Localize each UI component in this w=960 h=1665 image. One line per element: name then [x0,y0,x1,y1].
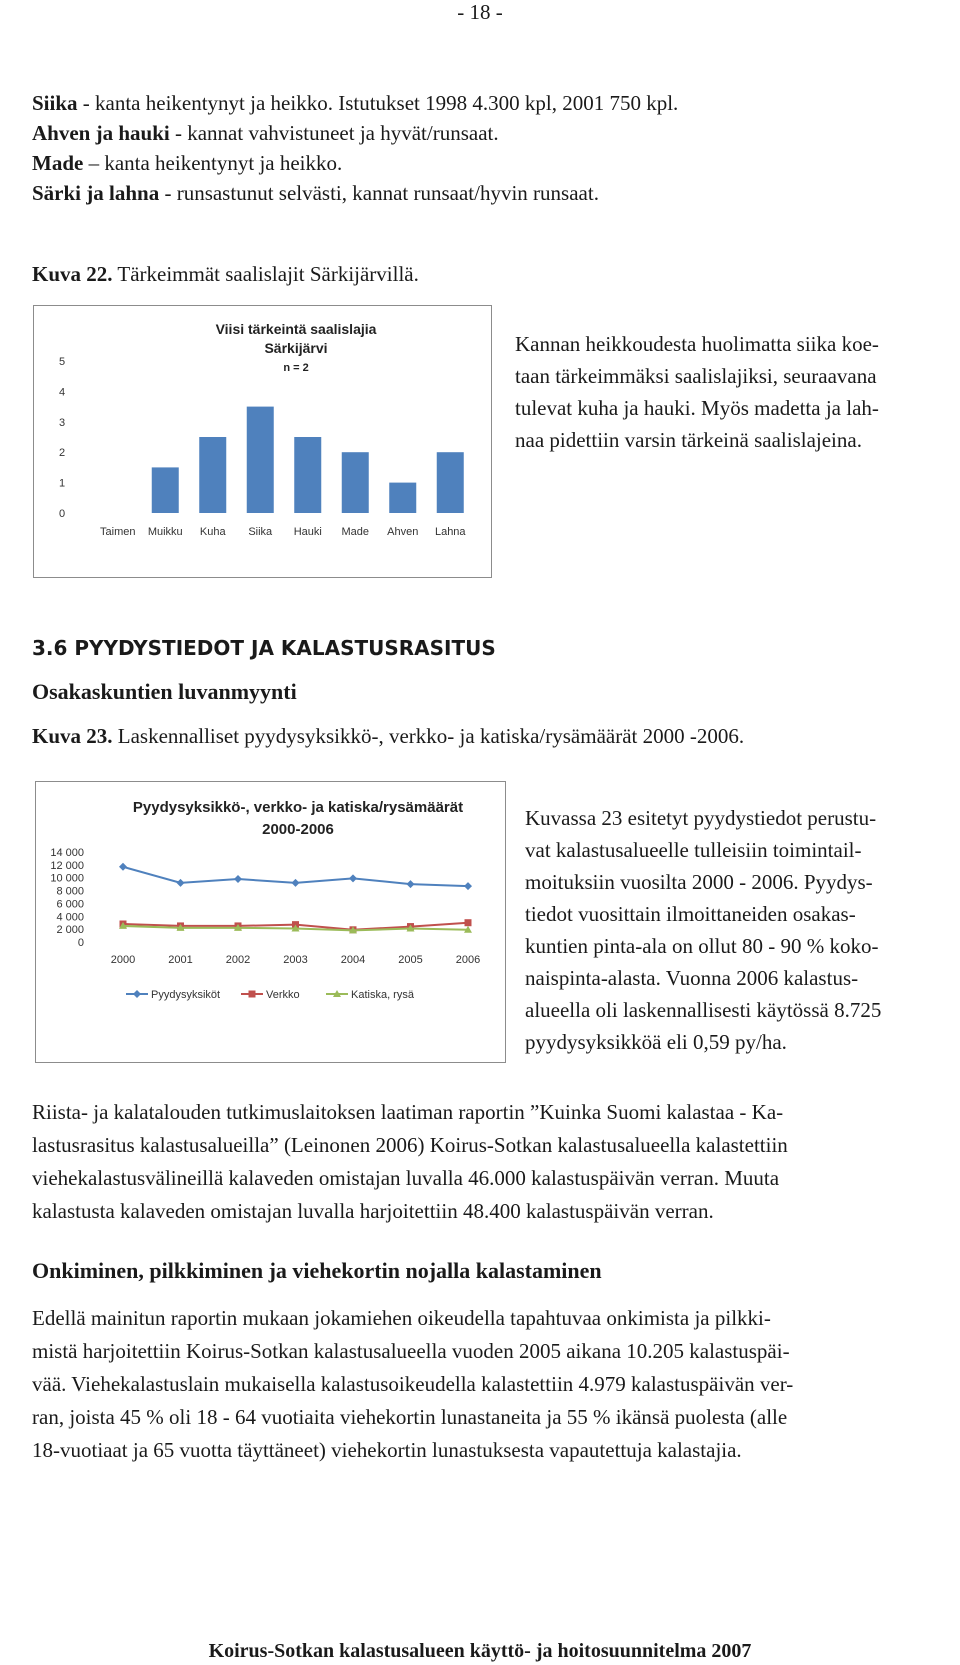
bar-kuha [199,437,226,513]
side-text-line: tiedot vuosittain ilmoittaneiden osakas- [525,902,856,926]
legend-label: Pyydysyksiköt [151,989,221,1001]
y-tick-label: 6 000 [56,898,84,911]
chart-title: Pyydysyksikkö-, verkko- ja katiska/rysämäärät [132,799,464,816]
angling-paragraph [32,1302,932,1467]
side-text-line: naispinta-alasta. Vuonna 2006 kalastus- [525,966,859,990]
fishing-pressure-paragraph [32,1096,932,1228]
status-text: - kannat vahvistuneet ja hyvät/runsaat. [169,121,499,145]
paragraph-line: mistä harjoitettiin Koirus-Sotkan kalastusalueella vuoden 2005 aikana 10.205 kalastuspäi- [32,1339,790,1363]
series-point [349,874,357,882]
status-species: Made [32,151,84,175]
y-tick-label: 4 000 [56,911,84,924]
bar-lahna [437,452,464,513]
side-text-line: alueella oli laskennallisesti käytössä 8.725 [525,998,882,1022]
status-species: Siika [32,91,78,115]
x-tick-label: 2000 [110,954,136,966]
series-point [292,879,300,887]
x-tick-label: Hauki [293,526,322,538]
paragraph-line: lastusrasitus kalastusalueilla” (Leinonen 2006) Koirus-Sotkan kalastusalueella kalastettiin [32,1133,788,1157]
status-line [32,118,932,148]
x-tick-label: 2003 [283,954,308,966]
chart-subtitle: Särkijärvi [264,340,328,356]
series-point [119,863,127,871]
page-footer: Koirus-Sotkan kalastusalueen käyttö- ja hoitosuunnitelma 2007 [208,1640,752,1662]
status-species: Särki ja lahna [32,181,160,205]
figure22-side-text [515,328,958,456]
figure23-caption [32,724,744,749]
series-point [234,875,242,883]
species-bar-chart [34,306,491,577]
side-text-line: tulevat kuha ja hauki. Myös madetta ja lah- [515,396,879,420]
paragraph-line: ran, joista 45 % oli 18 - 64 vuotiaita viehekortin lunastaneita ja 55 % ikänsä puolesta (alle [32,1405,788,1429]
paragraph-line: kalastusta kalaveden omistajan luvalla harjoitettiin 48.400 kalastuspäivän verran. [32,1199,714,1223]
chart-title: Viisi tärkeintä saalislajia [215,321,377,337]
figure23-chart-frame [35,781,506,1063]
y-tick-label: 5 [58,356,66,368]
y-tick-label: 0 [58,508,66,520]
bar-siika [247,407,274,513]
subheading-angling: Onkiminen, pilkkiminen ja viehekortin nojalla kalastaminen [32,1258,602,1283]
series-point [177,879,185,887]
x-tick-label: 2001 [168,954,193,966]
x-tick-label: Siika [248,526,273,538]
side-text-line: moituksiin vuosilta 2000 - 2006. Pyydys- [525,870,873,894]
bar-hauki [294,437,321,513]
x-tick-label: 2006 [455,954,481,966]
paragraph-line: Edellä mainitun raportin mukaan jokamiehen oikeudella tapahtuvaa onkimista ja pilkki- [32,1306,771,1330]
bar-ahven [389,483,416,513]
series-point [407,880,415,888]
x-tick-label: Kuha [199,526,226,538]
x-tick-label: 2004 [340,954,366,966]
legend-label: Katiska, rysä [351,989,414,1001]
status-species: Ahven ja hauki [32,121,170,145]
bar-muikku [152,467,179,513]
series-point [464,882,472,890]
chart-note: n = 2 [283,362,309,374]
figure22-caption [32,262,419,287]
y-tick-label: 2 000 [56,924,84,937]
y-tick-label: 10 000 [50,872,84,885]
side-text-line: kuntien pinta-ala on ollut 80 - 90 % koko- [525,934,879,958]
status-line [32,148,932,178]
paragraph-line: vää. Viehekalastuslain mukaisella kalastusoikeudella kalastettiin 4.979 kalastuspäivän ver- [32,1372,794,1396]
y-tick-label: 1 [58,477,66,490]
bar-made [342,452,369,513]
figure23-caption-text: Laskennalliset pyydysyksikkö-, verkko- ja katiska/rysämäärät 2000 -2006. [112,724,745,748]
legend-label: Verkko [266,989,300,1001]
figure22-chart-frame [33,305,492,578]
status-line [32,178,932,208]
side-text-line: pyydysyksikköä eli 0,59 py/ha. [525,1030,787,1054]
x-tick-label: Ahven [387,526,419,538]
series-point [465,919,472,926]
figure22-caption-text: Tärkeimmät saalislajit Särkijärvillä. [112,262,419,286]
y-tick-label: 8 000 [56,885,84,898]
x-tick-label: Muikku [147,526,183,538]
x-tick-label: Taimen [100,526,136,538]
species-status-list [32,88,932,208]
figure22-caption-label: Kuva 22. [32,262,113,286]
status-text: - kanta heikentynyt ja heikko. Istutukset 1998 4.300 kpl, 2001 750 kpl. [77,91,679,115]
figure23-side-text [525,802,956,1058]
side-text-line: taan tärkeimmäksi saalislajiksi, seuraavana [515,364,877,388]
y-tick-label: 0 [77,937,84,949]
y-tick-label: 14 000 [50,847,84,859]
section-subheading: Osakaskuntien luvanmyynti [32,679,297,704]
gear-line-chart [36,782,505,1062]
status-text: - runsastunut selvästi, kannat runsaat/hyvin runsaat. [159,181,599,205]
status-text: – kanta heikentynyt ja heikko. [83,151,343,175]
page-number: - 18 - [457,0,503,24]
side-text-line: Kannan heikkoudesta huolimatta siika koe- [515,332,879,356]
legend-marker [249,991,256,998]
x-tick-label: 2002 [225,954,251,966]
legend-marker [133,990,141,998]
section-heading: 3.6 PYYDYSTIEDOT JA KALASTUSRASITUS [32,636,496,660]
x-tick-label: Made [341,526,370,538]
paragraph-line: viehekalastusvälineillä kalaveden omistajan luvalla 46.000 kalastuspäivän verran. Muuta [32,1166,780,1190]
x-tick-label: Lahna [434,526,466,538]
x-tick-label: 2005 [398,954,423,966]
y-tick-label: 3 [58,416,66,429]
y-tick-label: 12 000 [50,859,84,872]
figure23-caption-label: Kuva 23. [32,724,113,748]
y-tick-label: 2 [58,447,66,460]
chart-subtitle: 2000-2006 [262,821,334,838]
side-text-line: vat kalastusalueelle tulleisiin toimintail- [525,838,862,862]
paragraph-line: Riista- ja kalatalouden tutkimuslaitoksen laatiman raportin ”Kuinka Suomi kalastaa - Ka- [32,1100,784,1124]
y-tick-label: 4 [58,386,66,399]
side-text-line: Kuvassa 23 esitetyt pyydystiedot perustu- [525,806,877,830]
paragraph-line: 18-vuotiaat ja 65 vuotta täyttäneet) viehekortin lunastuksesta vapautettuja kalastajia. [32,1438,742,1462]
side-text-line: naa pidettiin varsin tärkeinä saalislajeina. [515,428,862,452]
status-line [32,88,932,118]
